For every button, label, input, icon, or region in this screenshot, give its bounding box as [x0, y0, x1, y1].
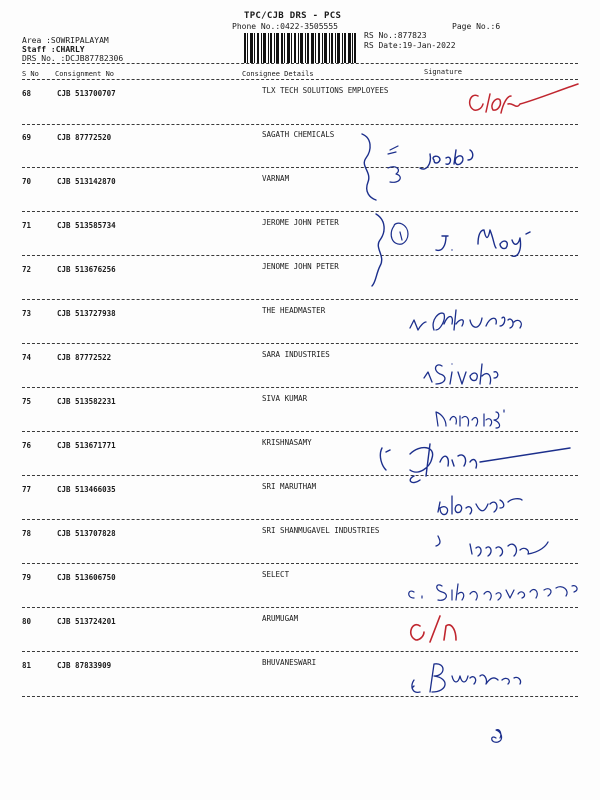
row-divider: [22, 299, 578, 300]
column-header-sno: S No: [22, 70, 39, 78]
table-row: [0, 130, 600, 153]
rs-number: RS No.:877823: [364, 31, 427, 40]
table-row: [0, 658, 600, 681]
row-divider: [22, 563, 578, 564]
row-sno: 74: [22, 353, 32, 362]
row-consignment: CJB 513724201: [57, 617, 116, 626]
row-consignee: SRI MARUTHAM: [262, 482, 317, 491]
row-consignee: THE HEADMASTER: [262, 306, 326, 315]
table-row: [0, 614, 600, 637]
drs-number: DRS No. :DCJB87782306: [22, 54, 124, 63]
row-divider: [22, 211, 578, 212]
row-consignment: CJB 513466035: [57, 485, 116, 494]
row-consignment: CJB 513727938: [57, 309, 116, 318]
table-row: [0, 394, 600, 417]
table-row: [0, 438, 600, 461]
row-consignee: SIVA KUMAR: [262, 394, 308, 403]
table-row: [0, 262, 600, 285]
page-number: Page No.:6: [452, 22, 501, 31]
row-divider: [22, 651, 578, 652]
row-consignment: CJB 513700707: [57, 89, 116, 98]
header-divider: [22, 63, 578, 64]
row-consignment: CJB 513606750: [57, 573, 116, 582]
row-consignment: CJB 513707828: [57, 529, 116, 538]
row-sno: 79: [22, 573, 32, 582]
row-sno: 75: [22, 397, 32, 406]
row-consignee: KRISHNASAMY: [262, 438, 312, 447]
row-divider: [22, 124, 578, 125]
staff-label: Staff :CHARLY: [22, 45, 85, 54]
table-row: [0, 86, 600, 109]
barcode-icon: [244, 33, 356, 63]
sheet-title: TPC/CJB DRS - PCS: [244, 11, 342, 21]
row-consignee: BHUVANESWARI: [262, 658, 317, 667]
table-row: [0, 482, 600, 505]
row-consignment: CJB 513676256: [57, 265, 116, 274]
row-consignment: CJB 87833909: [57, 661, 112, 670]
row-divider: [22, 431, 578, 432]
row-consignment: CJB 87772522: [57, 353, 112, 362]
row-divider: [22, 519, 578, 520]
row-consignment: CJB 513582231: [57, 397, 116, 406]
row-divider: [22, 255, 578, 256]
row-consignment: CJB 87772520: [57, 133, 112, 142]
row-divider: [22, 696, 578, 697]
rs-date: RS Date:19-Jan-2022: [364, 41, 456, 50]
row-consignment: CJB 513585734: [57, 221, 116, 230]
row-sno: 73: [22, 309, 32, 318]
row-consignment: CJB 513142870: [57, 177, 116, 186]
row-consignee: SAGATH CHEMICALS: [262, 130, 335, 139]
row-consignee: TLX TECH SOLUTIONS EMPLOYEES: [262, 86, 389, 95]
row-sno: 81: [22, 661, 32, 670]
row-sno: 69: [22, 133, 32, 142]
row-sno: 70: [22, 177, 32, 186]
row-sno: 68: [22, 89, 32, 98]
table-row: [0, 218, 600, 241]
row-consignee: SARA INDUSTRIES: [262, 350, 330, 359]
row-divider: [22, 607, 578, 608]
table-row: [0, 526, 600, 549]
row-divider: [22, 343, 578, 344]
column-header-details: Consignee Details: [242, 70, 314, 78]
column-header-consignment: Consignment No: [55, 70, 115, 78]
row-sno: 78: [22, 529, 32, 538]
row-consignee: ARUMUGAM: [262, 614, 299, 623]
table-row: [0, 306, 600, 329]
phone-number: Phone No.:0422-3505555: [232, 22, 338, 31]
row-sno: 77: [22, 485, 32, 494]
table-row: [0, 570, 600, 593]
row-consignee: JENOME JOHN PETER: [262, 262, 339, 271]
row-divider: [22, 387, 578, 388]
table-row: [0, 350, 600, 373]
row-divider: [22, 475, 578, 476]
column-header-divider: [22, 79, 578, 80]
row-sno: 72: [22, 265, 32, 274]
area-label: Area :SOWRIPALAYAM: [22, 36, 109, 45]
row-consignee: VARNAM: [262, 174, 290, 183]
row-consignment: CJB 513671771: [57, 441, 116, 450]
row-sno: 80: [22, 617, 32, 626]
row-consignee: SELECT: [262, 570, 290, 579]
row-consignee: SRI SHANMUGAVEL INDUSTRIES: [262, 526, 380, 535]
row-sno: 76: [22, 441, 32, 450]
table-row: [0, 174, 600, 197]
row-consignee: JEROME JOHN PETER: [262, 218, 339, 227]
stray-mark: [492, 730, 502, 743]
row-sno: 71: [22, 221, 32, 230]
row-divider: [22, 167, 578, 168]
column-header-signature: Signature: [424, 68, 462, 76]
